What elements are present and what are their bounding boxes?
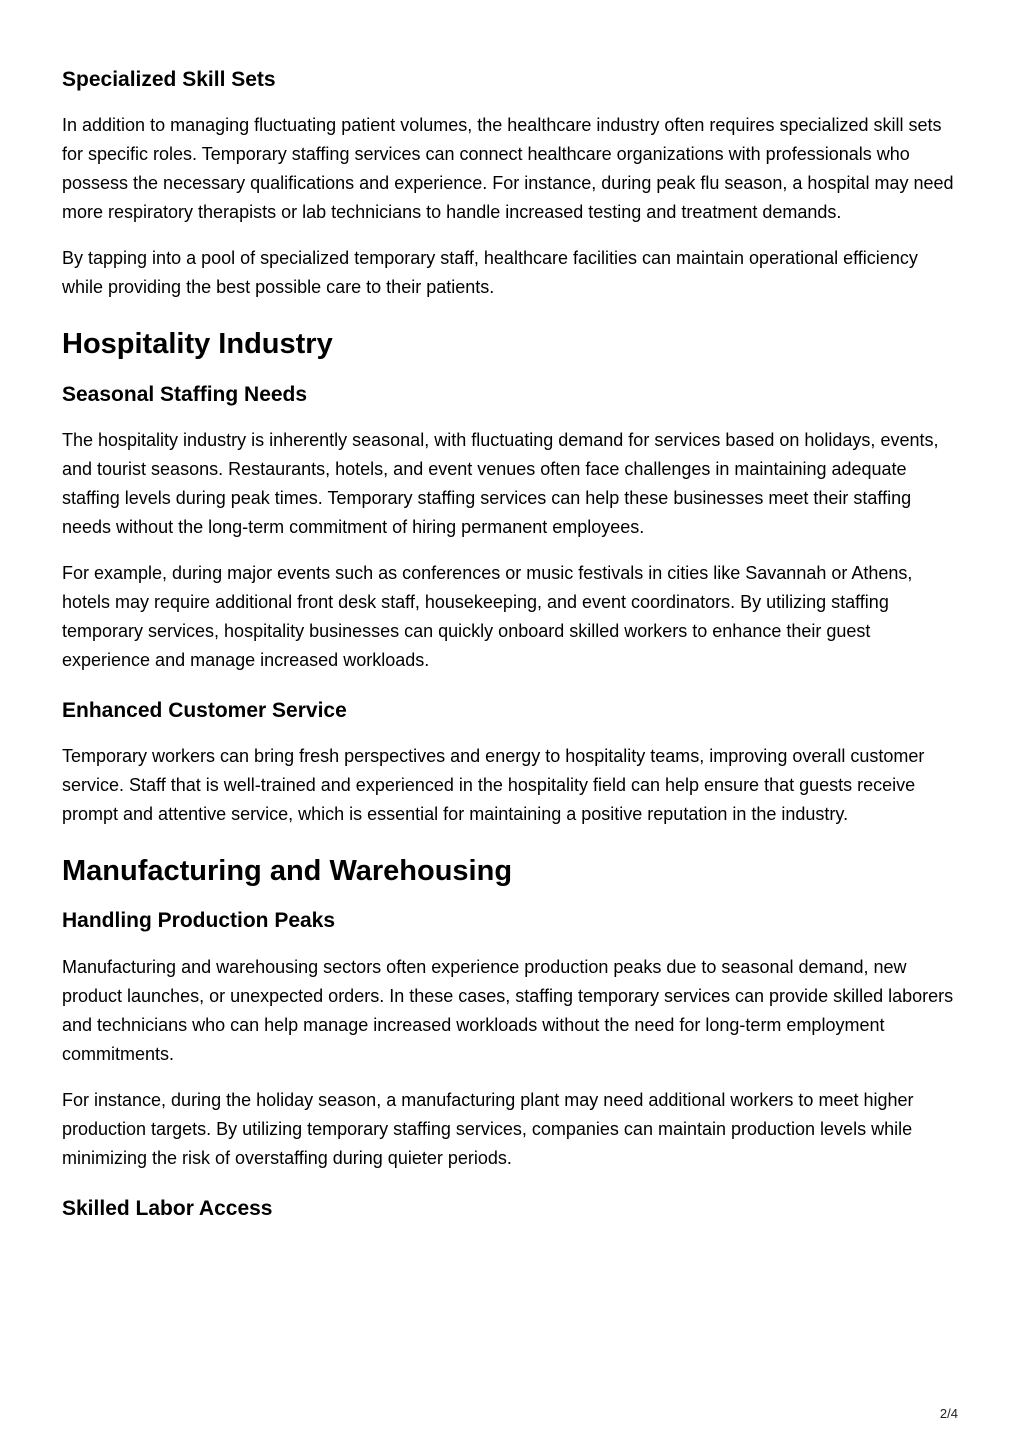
paragraph-production-peaks-2: For instance, during the holiday season, a manufacturing plant may need additional workers to meet higher production targets. By utilizing temporary staffing services, companies can maintain production levels while minimizing the risk of overstaffing during quieter periods.: [62, 1089, 914, 1168]
heading-seasonal-staffing-needs: Seasonal Staffing Needs: [62, 382, 308, 406]
document-page: [62, 66, 962, 1240]
paragraph-production-peaks-1: Manufacturing and warehousing sectors often experience production peaks due to seasonal demand, new product launches, or unexpected orders. In these cases, staffing temporary services can provide skilled laborers and technicians who can help manage increased workloads without the need for long-term employment commitments.: [62, 956, 954, 1064]
heading-enhanced-customer-service: Enhanced Customer Service: [62, 698, 347, 722]
paragraph-skill-sets-1: In addition to managing fluctuating patient volumes, the healthcare industry often requires specialized skill sets for specific roles. Temporary staffing services can connect healthcare organizations with professionals who possess the necessary qualifications and experience. For instance, during peak flu season, a hospital may need more respiratory therapists or lab technicians to handle increased testing and treatment demands.: [62, 115, 954, 223]
paragraph-customer-service: Temporary workers can bring fresh perspectives and energy to hospitality teams, improving overall customer service. Staff that is well-trained and experienced in the hospitality field can help ensure that guests receive prompt and attentive service, which is essential for maintaining a positive reputation in the industry.: [62, 746, 925, 825]
heading-skilled-labor-access: Skilled Labor Access: [62, 1196, 273, 1220]
heading-handling-production-peaks: Handling Production Peaks: [62, 909, 336, 933]
heading-manufacturing-warehousing: Manufacturing and Warehousing: [62, 855, 513, 888]
heading-specialized-skill-sets: Specialized Skill Sets: [62, 68, 276, 91]
paragraph-skill-sets-2: By tapping into a pool of specialized temporary staff, healthcare facilities can maintain operational efficiency while providing the best possible care to their patients.: [62, 248, 918, 298]
paragraph-seasonal-2: For example, during major events such as conferences or music festivals in cities like Savannah or Athens, hotels may require additional front desk staff, housekeeping, and event coordinators. By utilizing staffing temporary services, hospitality businesses can quickly onboard skilled workers to enhance their guest experience and manage increased workloads.: [62, 562, 913, 670]
page-number: 2/4: [939, 1406, 958, 1421]
heading-hospitality-industry: Hospitality Industry: [62, 328, 333, 361]
paragraph-seasonal-1: The hospitality industry is inherently seasonal, with fluctuating demand for services based on holidays, events, and tourist seasons. Restaurants, hotels, and event venues often face challenges in maintaining adequate staffing levels during peak times. Temporary staffing services can help these businesses meet their staffing needs without the long-term commitment of hiring permanent employees.: [62, 429, 939, 537]
